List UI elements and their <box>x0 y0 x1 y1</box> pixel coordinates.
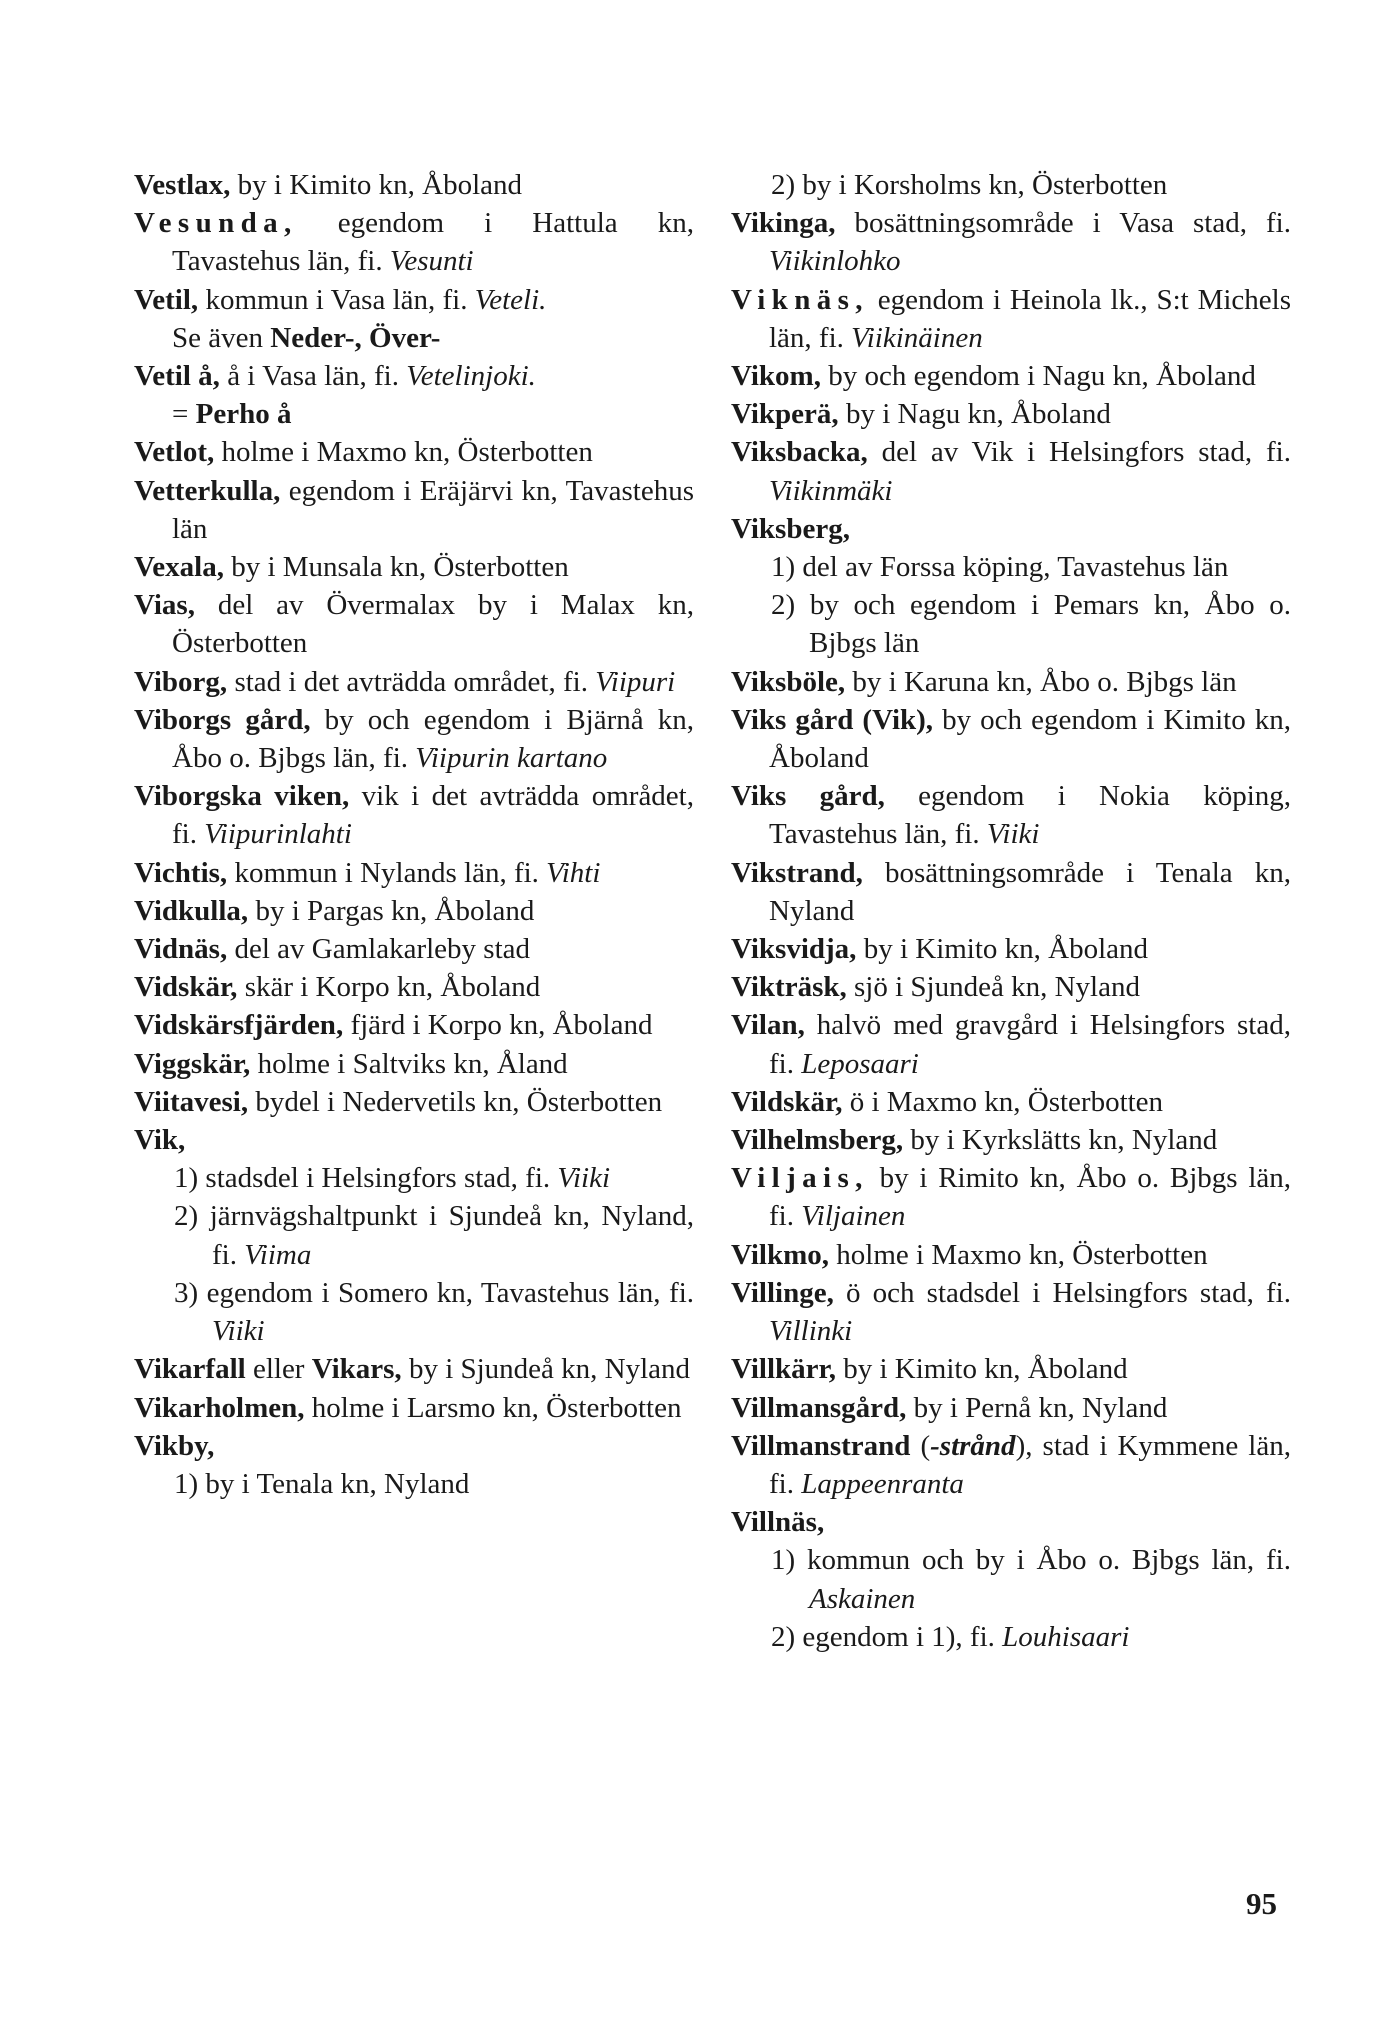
entry-vik-sense-1 <box>134 1159 694 1197</box>
entry-vilkmo <box>731 1236 1291 1274</box>
entry-text: by och egendom i Bjärnå kn, Åbo o. Bjbgs län, fi. <box>172 703 695 775</box>
entry-viborg <box>134 663 694 701</box>
headword: Viksbacka, <box>731 436 868 469</box>
entry-villkarr <box>731 1350 1291 1388</box>
entry-vilhelmsberg <box>731 1121 1291 1159</box>
right-column <box>731 166 1291 1656</box>
entry-text: by i Kimito kn, Åboland <box>856 933 1149 966</box>
entry-vesunda <box>134 204 694 280</box>
headword: Viitavesi, <box>134 1085 249 1118</box>
entry-viktrask <box>731 968 1291 1006</box>
headword: Villinge, <box>731 1276 834 1309</box>
entry-villinge <box>731 1274 1291 1350</box>
headword: Vikträsk, <box>731 971 847 1004</box>
entry-viksbacka <box>731 433 1291 509</box>
entry-villnas-sense-2 <box>731 1618 1291 1656</box>
finnish-name: Lappeenranta <box>801 1467 964 1500</box>
headword: Vikstrand, <box>731 856 863 889</box>
headword: Vesunda, <box>134 207 298 240</box>
entry-vidskar <box>134 968 694 1006</box>
entry-villnas-sense-1 <box>731 1541 1291 1617</box>
headword: Vidnäs, <box>134 933 228 966</box>
entry-viksberg-sense-1 <box>731 548 1291 586</box>
headword: Viborgska viken, <box>134 780 350 813</box>
headword: Vias, <box>134 589 195 622</box>
entry-viljais <box>731 1159 1291 1235</box>
entry-text: 3) egendom i Somero kn, Tavastehus län, fi. <box>174 1276 694 1309</box>
entry-text: 2) järnvägshaltpunkt i Sjundeå kn, Nyland, fi. <box>174 1200 694 1271</box>
entry-text: 1) stadsdel i Helsingfors stad, fi. <box>174 1162 558 1195</box>
finnish-name: Viiki <box>986 818 1040 851</box>
headword: Villnäs, <box>731 1506 825 1539</box>
entry-text: 1) del av Forssa köping, Tavastehus län <box>771 551 1229 584</box>
entry-viks-gard-vik <box>731 701 1291 777</box>
entry-text: ö i Maxmo kn, Österbotten <box>842 1085 1164 1118</box>
headword: Villmansgård, <box>731 1391 907 1424</box>
finnish-name: Viikinlohko <box>769 245 901 278</box>
entry-text: stad i det avträdda området, fi. <box>227 665 596 698</box>
entry-text: by och egendom i Nagu kn, Åboland <box>820 360 1256 393</box>
pronunciation: -strånd <box>930 1429 1016 1462</box>
headword: Viknäs, <box>731 283 869 316</box>
entry-viksbole <box>731 663 1291 701</box>
finnish-name: Viikinäinen <box>851 321 983 354</box>
finnish-name: Vesunti <box>389 245 474 278</box>
headword: Vetlot, <box>134 436 215 469</box>
page-number: 95 <box>1246 1886 1277 1921</box>
entry-vik <box>134 1121 694 1159</box>
entry-text: egendom i Eräjärvi kn, Tavastehus län <box>172 474 694 545</box>
entry-text: = <box>172 398 196 431</box>
headword: Vidskärsfjärden, <box>134 1009 344 1042</box>
headword: Villmanstrand <box>731 1429 911 1462</box>
entry-text: ( <box>910 1429 931 1462</box>
entry-vichtis <box>134 854 694 892</box>
entry-vilan <box>731 1006 1291 1082</box>
entry-vikby-sense-2 <box>731 166 1291 204</box>
entry-villnas <box>731 1503 1291 1541</box>
entry-viknas <box>731 281 1291 357</box>
entry-vikby <box>134 1427 694 1465</box>
headword: Vetterkulla, <box>134 474 281 507</box>
entry-text: by i Kyrkslätts kn, Nyland <box>903 1124 1218 1157</box>
headword: Viborg, <box>134 665 228 698</box>
entry-text: by i Rimito kn, Åbo o. Bjbgs län, fi. <box>769 1162 1291 1233</box>
entry-text: Se även <box>172 321 271 354</box>
entry-text: by i Kimito kn, Åboland <box>230 169 523 201</box>
headword: Villkärr, <box>731 1353 836 1386</box>
entry-vik-sense-3 <box>134 1274 694 1350</box>
headword: Vildskär, <box>731 1085 843 1118</box>
headword: Vikarholmen, <box>134 1391 305 1424</box>
headword: Vidskär, <box>134 971 238 1004</box>
finnish-name: Viipurin kartano <box>415 742 608 775</box>
finnish-name: Veteli. <box>474 283 547 316</box>
headword: Vikinga, <box>731 207 836 240</box>
entry-viksberg <box>731 510 1291 548</box>
headword: Viksböle, <box>731 665 846 698</box>
finnish-name: Vetelinjoki. <box>406 360 536 393</box>
entry-villmansgard <box>731 1389 1291 1427</box>
headword: Viggskär, <box>134 1047 251 1080</box>
entry-vias <box>134 586 694 662</box>
finnish-name: Viipurinlahti <box>204 818 352 851</box>
headword: Vetil å, <box>134 360 220 393</box>
entry-text: å i Vasa län, fi. <box>219 360 407 393</box>
headword: Vikarfall <box>134 1353 246 1386</box>
finnish-name: Vihti <box>546 856 601 889</box>
entry-vetterkulla <box>134 472 694 548</box>
headword: Vestlax, <box>134 169 231 201</box>
entry-text: 1) by i Tenala kn, Nyland <box>174 1467 470 1500</box>
entry-text: 2) by och egendom i Pemars kn, Åbo o. Bjbgs län <box>771 589 1291 660</box>
entry-vikinga <box>731 204 1291 280</box>
entry-text: skär i Korpo kn, Åboland <box>237 971 541 1004</box>
entry-text: by i Karuna kn, Åbo o. Bjbgs län <box>845 665 1237 698</box>
entry-text: holme i Maxmo kn, Österbotten <box>214 436 593 469</box>
entry-text: kommun i Vasa län, fi. <box>198 283 475 316</box>
headword: Vetil, <box>134 283 199 316</box>
headword-variant: Vikars, <box>311 1353 402 1386</box>
entry-vidkulla <box>134 892 694 930</box>
entry-vikarfall <box>134 1350 694 1388</box>
finnish-name: Viima <box>244 1238 312 1271</box>
entry-text: by i Pargas kn, Åboland <box>248 894 535 927</box>
entry-text: holme i Larsmo kn, Österbotten <box>304 1391 682 1424</box>
entry-vetil <box>134 281 694 319</box>
headword: Vikby, <box>134 1429 215 1462</box>
entry-text: bydel i Nedervetils kn, Österbotten <box>248 1085 663 1118</box>
headword: Viborgs gård, <box>134 703 311 736</box>
headword: Viksvidja, <box>731 933 857 966</box>
headword: Viksberg, <box>731 512 850 545</box>
entry-text: 2) by i Korsholms kn, Österbotten <box>771 169 1168 201</box>
entry-viggskar <box>134 1045 694 1083</box>
headword: Viks gård, <box>731 780 885 813</box>
entry-text: egendom i Nokia köping, Tavastehus län, fi. <box>769 780 1291 851</box>
finnish-name: Villinki <box>769 1315 853 1348</box>
finnish-name: Viikinmäki <box>769 474 893 507</box>
entry-vetlot <box>134 433 694 471</box>
entry-text: eller <box>245 1353 312 1386</box>
entry-text: fjärd i Korpo kn, Åboland <box>343 1009 653 1042</box>
entry-text: 1) kommun och by i Åbo o. Bjbgs län, fi. <box>771 1544 1291 1577</box>
headword: Vikperä, <box>731 398 839 431</box>
entry-text: del av Övermalax by i Malax kn, Österbotten <box>172 589 694 660</box>
entry-text: bosättningsområde i Vasa stad, fi. <box>835 207 1291 240</box>
entry-viksberg-sense-2 <box>731 586 1291 662</box>
entry-vexala <box>134 548 694 586</box>
entry-vidnas <box>134 930 694 968</box>
left-column <box>134 166 694 1503</box>
entry-text: by i Kimito kn, Åboland <box>836 1353 1128 1386</box>
finnish-name: Viiki <box>212 1315 265 1348</box>
entry-text: by i Sjundeå kn, Nyland <box>401 1353 691 1386</box>
entry-text: kommun i Nylands län, fi. <box>227 856 547 889</box>
headword: Vilkmo, <box>731 1238 830 1271</box>
entry-text: egendom i Hattula kn, Tavastehus län, fi. <box>172 207 694 278</box>
entry-text: del av Gamlakarleby stad <box>227 933 530 966</box>
entry-text: holme i Maxmo kn, Österbotten <box>829 1238 1208 1271</box>
entry-vestlax <box>134 166 694 204</box>
entry-text: by i Nagu kn, Åboland <box>838 398 1111 431</box>
entry-viborgska-viken <box>134 777 694 853</box>
entry-viks-gard <box>731 777 1291 853</box>
headword: Vik, <box>134 1124 186 1157</box>
entry-vikpera <box>731 395 1291 433</box>
entry-text: by i Pernå kn, Nyland <box>906 1391 1168 1424</box>
entry-text: by och egendom i Kimito kn, Åboland <box>769 703 1291 775</box>
entry-viborgs-gard <box>134 701 694 777</box>
entry-vildskar <box>731 1083 1291 1121</box>
headword: Vikom, <box>731 360 821 393</box>
finnish-name: Louhisaari <box>1002 1620 1130 1653</box>
entry-text: vik i det avträdda området, fi. <box>172 780 694 851</box>
entry-text: sjö i Sjundeå kn, Nyland <box>846 971 1140 1004</box>
entry-viitavesi <box>134 1083 694 1121</box>
headword: Viks gård (Vik), <box>731 703 934 736</box>
entry-text: ), stad i Kymmene län, fi. <box>769 1429 1291 1500</box>
entry-vetil-a-equals <box>134 395 694 433</box>
entry-text: 2) egendom i 1), fi. <box>771 1620 1003 1653</box>
headword: Vilan, <box>731 1009 805 1042</box>
headword: Viljais, <box>731 1162 869 1195</box>
entry-text: egendom i Heinola lk., S:t Michels län, fi. <box>769 283 1291 354</box>
finnish-name: Viiki <box>557 1162 610 1195</box>
headword: Vichtis, <box>134 856 228 889</box>
entry-vidskarsfjarden <box>134 1006 694 1044</box>
entry-vikstrand <box>731 854 1291 930</box>
cross-reference: Perho å <box>195 398 292 431</box>
entry-text: del av Vik i Helsingfors stad, fi. <box>867 436 1291 469</box>
finnish-name: Viipuri <box>595 665 676 698</box>
entry-vikby-sense-1 <box>134 1465 694 1503</box>
entry-vikarholmen <box>134 1389 694 1427</box>
entry-text: by i Munsala kn, Österbotten <box>223 551 569 584</box>
headword: Vidkulla, <box>134 894 249 927</box>
entry-vetil-a <box>134 357 694 395</box>
entry-text: bosättningsområde i Tenala kn, Nyland <box>769 856 1291 927</box>
finnish-name: Viljainen <box>801 1200 906 1233</box>
finnish-name: Leposaari <box>801 1047 919 1080</box>
entry-text: holme i Saltviks kn, Åland <box>250 1047 568 1080</box>
headword: Vexala, <box>134 551 224 584</box>
entry-vikom <box>731 357 1291 395</box>
entry-text: ö och stadsdel i Helsingfors stad, fi. <box>833 1276 1291 1309</box>
finnish-name: Askainen <box>809 1582 916 1615</box>
entry-vetil-see-also <box>134 319 694 357</box>
entry-viksvidja <box>731 930 1291 968</box>
cross-reference: Neder-, Över- <box>270 321 441 354</box>
entry-text: halvö med gravgård i Helsingfors stad, fi. <box>769 1009 1291 1080</box>
headword: Vilhelmsberg, <box>731 1124 904 1157</box>
entry-vik-sense-2 <box>134 1197 694 1273</box>
entry-villmanstrand <box>731 1427 1291 1503</box>
